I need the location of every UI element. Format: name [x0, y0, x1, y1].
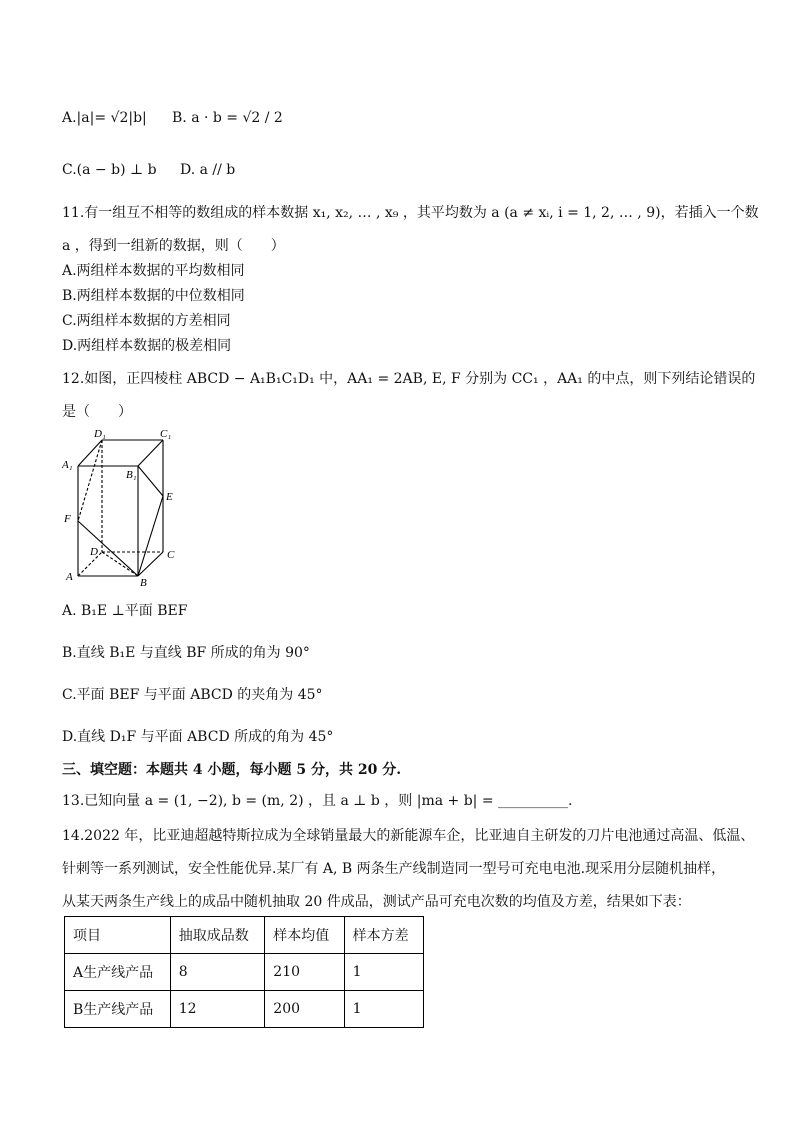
table-header-cell: 样本均值: [265, 917, 344, 954]
table-cell: 12: [170, 991, 265, 1028]
q12-option-b: B.直线 B₁E 与直线 BF 所成的角为 90°: [62, 645, 310, 661]
q10-option-c: C.(a − b) ⊥ b: [62, 162, 157, 178]
q11-option-a: A.两组样本数据的平均数相同: [62, 263, 245, 279]
label-d1: D₁: [94, 428, 106, 440]
table-row: [65, 954, 424, 991]
table-cell: 1: [344, 991, 423, 1028]
section-heading: 三、填空题：本题共 4 小题，每小题 5 分，共 20 分.: [62, 762, 402, 778]
q14-line2: 针刺等一系列测试，安全性能优异.某厂有 A, B 两条生产线制造同一型号可充电电池.现采用分层随机抽样，: [62, 861, 726, 877]
table-cell: B生产线产品: [65, 991, 171, 1028]
table-cell: 8: [170, 954, 265, 991]
q12-stem-line1: 12.如图，正四棱柱 ABCD − A₁B₁C₁D₁ 中，AA₁ = 2AB, E, F 分别为 CC₁ ，AA₁ 的中点，则下列结论错误的: [62, 371, 756, 387]
q10-option-d: D. a // b: [180, 162, 236, 178]
table-header-cell: 抽取成品数: [170, 917, 265, 954]
q11-stem-line1: 11.有一组互不相等的数组成的样本数据 x₁, x₂, … , x₉ ，其平均数为 a (a ≠ xᵢ, i = 1, 2, … , 9)，若插入一个数: [62, 205, 759, 221]
label-f: F: [64, 513, 71, 525]
label-d: D: [90, 546, 98, 558]
label-a1: A₁: [62, 459, 73, 471]
q10-option-a: A.|a|= √2|b|: [62, 110, 147, 126]
q12-option-c: C.平面 BEF 与平面 ABCD 的夹角为 45°: [62, 687, 323, 703]
label-b: B: [140, 577, 147, 588]
q10-option-b: B. a · b = √2 / 2: [172, 110, 283, 126]
q12-stem-line2: 是（ ）: [62, 404, 132, 420]
q14-line3: 从某天两条生产线上的成品中随机抽取 20 件成品，测试产品可充电次数的均值及方差，结果如下表：: [62, 894, 691, 910]
label-e: E: [166, 491, 173, 503]
label-c1: C₁: [160, 428, 172, 440]
q13-stem: 13.已知向量 a = (1, −2), b = (m, 2) ，且 a ⊥ b ，则 |ma + b| = __________.: [62, 793, 573, 809]
q14-line1: 14.2022 年，比亚迪超越特斯拉成为全球销量最大的新能源车企，比亚迪自主研发的刀片电池通过高温、低温、: [62, 828, 755, 844]
q11-option-c: C.两组样本数据的方差相同: [62, 313, 231, 329]
prism-figure: [60, 428, 185, 588]
table-cell: A生产线产品: [65, 954, 171, 991]
table-header-cell: 项目: [65, 917, 171, 954]
q11-option-d: D.两组样本数据的极差相同: [62, 338, 232, 354]
q12-option-a: A. B₁E ⊥平面 BEF: [62, 603, 188, 619]
table-cell: 200: [265, 991, 344, 1028]
label-b1: B₁: [126, 469, 137, 481]
table-row: [65, 991, 424, 1028]
q11-stem-line2: a ，得到一组新的数据，则（ ）: [62, 238, 285, 254]
table-cell: 1: [344, 954, 423, 991]
q11-option-b: B.两组样本数据的中位数相同: [62, 288, 245, 304]
q12-option-d: D.直线 D₁F 与平面 ABCD 所成的角为 45°: [62, 729, 334, 745]
table-cell: 210: [265, 954, 344, 991]
results-table: [64, 916, 424, 1028]
label-a: A: [66, 571, 73, 583]
table-header-cell: 样本方差: [344, 917, 423, 954]
table-header-row: [65, 917, 424, 954]
label-c: C: [167, 549, 175, 561]
